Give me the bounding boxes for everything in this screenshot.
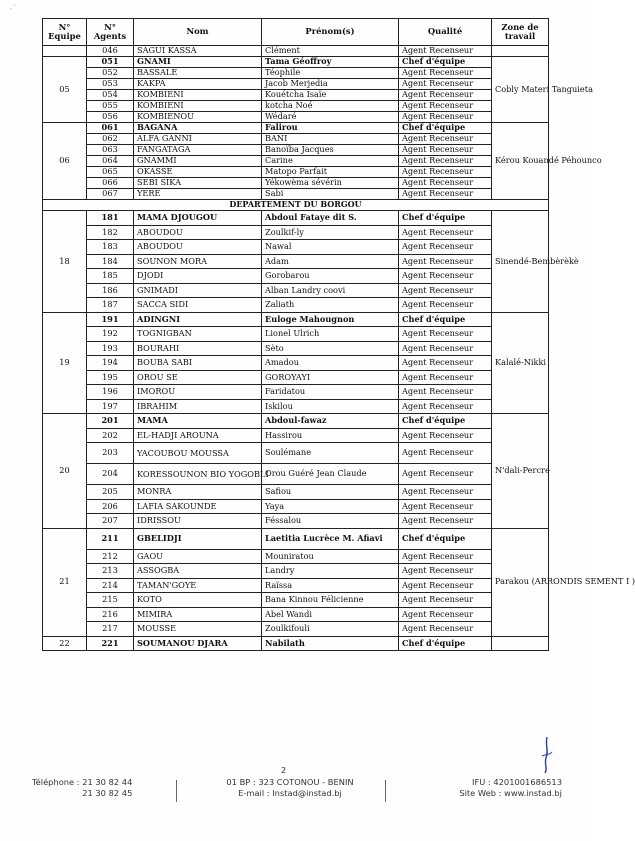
table-row bbox=[43, 327, 549, 342]
agent-prenom: Abel Wandi bbox=[262, 607, 399, 622]
agent-prenom: Euloge Mahougnon bbox=[262, 312, 399, 327]
table-row bbox=[43, 428, 549, 443]
agent-nom: SAGUI KASSA bbox=[134, 46, 262, 57]
agent-qualite: Agent Recenseur bbox=[399, 593, 492, 608]
agent-number: 051 bbox=[87, 57, 134, 68]
agent-qualite: Chef d'équipe bbox=[399, 528, 492, 549]
agent-number: 056 bbox=[87, 112, 134, 123]
agent-qualite: Agent Recenseur bbox=[399, 101, 492, 112]
agent-prenom: Matopo Parfait bbox=[262, 167, 399, 178]
agent-number: 213 bbox=[87, 564, 134, 579]
department-heading: DEPARTEMENT DU BORGOU bbox=[43, 200, 549, 211]
agent-nom: EL-HADJI AROUNA bbox=[134, 428, 262, 443]
agent-qualite: Agent Recenseur bbox=[399, 327, 492, 342]
agent-nom: OKASSE bbox=[134, 167, 262, 178]
agent-qualite: Chef d'équipe bbox=[399, 123, 492, 134]
agent-number: 067 bbox=[87, 189, 134, 200]
agent-number: 183 bbox=[87, 240, 134, 255]
agent-nom: BOUBA SABI bbox=[134, 356, 262, 371]
agent-number: 215 bbox=[87, 593, 134, 608]
agent-prenom: Wédaré bbox=[262, 112, 399, 123]
agent-qualite: Agent Recenseur bbox=[399, 225, 492, 240]
agent-nom: IDRISSOU bbox=[134, 514, 262, 529]
agent-qualite: Agent Recenseur bbox=[399, 189, 492, 200]
agent-prenom: Bana Kinnou Félicienne bbox=[262, 593, 399, 608]
agent-prenom: Kouétcha Isaïe bbox=[262, 90, 399, 101]
equipe-cell bbox=[43, 46, 87, 57]
table-row bbox=[43, 312, 549, 327]
agent-prenom: Raïssa bbox=[262, 578, 399, 593]
agent-nom: MAMA bbox=[134, 414, 262, 429]
agent-nom: LAFIA SAKOUNDE bbox=[134, 499, 262, 514]
agent-prenom: Féssalou bbox=[262, 514, 399, 529]
agent-qualite: Agent Recenseur bbox=[399, 549, 492, 564]
agent-nom: MIMIRA bbox=[134, 607, 262, 622]
agent-prenom: Faridatou bbox=[262, 385, 399, 400]
website-line[interactable]: Site Web : www.instad.bj bbox=[459, 788, 562, 798]
agent-qualite: Agent Recenseur bbox=[399, 134, 492, 145]
table-row bbox=[43, 564, 549, 579]
agent-prenom: Nabilath bbox=[262, 636, 399, 651]
agent-qualite: Agent Recenseur bbox=[399, 341, 492, 356]
agent-prenom: Zoulkifouli bbox=[262, 622, 399, 637]
agent-qualite: Agent Recenseur bbox=[399, 112, 492, 123]
agent-qualite: Agent Recenseur bbox=[399, 622, 492, 637]
header-prenom: Prénom(s) bbox=[262, 19, 399, 46]
zone-cell: Sinendé-Bembèrèkè bbox=[492, 211, 549, 313]
scan-corner-mark: , ’ bbox=[10, 4, 16, 11]
table-row bbox=[43, 370, 549, 385]
header-equipe: N° Equipe bbox=[43, 19, 87, 46]
agent-prenom: Tama Géoffroy bbox=[262, 57, 399, 68]
table-row bbox=[43, 298, 549, 313]
footer-address bbox=[210, 777, 370, 799]
agent-qualite: Agent Recenseur bbox=[399, 167, 492, 178]
agent-number: 206 bbox=[87, 499, 134, 514]
agent-qualite: Chef d'équipe bbox=[399, 414, 492, 429]
agent-prenom: Lionel Ulrich bbox=[262, 327, 399, 342]
agent-prenom: Abdoul Fataye dit S. bbox=[262, 211, 399, 226]
equipe-cell: 22 bbox=[43, 636, 87, 651]
agent-prenom: Orou Guéré Jean Claude bbox=[262, 464, 399, 485]
agent-nom: IBRAHIM bbox=[134, 399, 262, 414]
agent-qualite: Agent Recenseur bbox=[399, 283, 492, 298]
agent-number: 192 bbox=[87, 327, 134, 342]
table-row bbox=[43, 178, 549, 189]
agent-number: 221 bbox=[87, 636, 134, 651]
header-qualite: Qualité bbox=[399, 19, 492, 46]
table-row bbox=[43, 68, 549, 79]
table-row bbox=[43, 79, 549, 90]
table-row bbox=[43, 156, 549, 167]
table-row bbox=[43, 356, 549, 371]
table-row bbox=[43, 385, 549, 400]
agent-nom: GNAMMI bbox=[134, 156, 262, 167]
table-row bbox=[43, 123, 549, 134]
agent-qualite: Agent Recenseur bbox=[399, 564, 492, 579]
agent-nom: SOUMANOU DJARA bbox=[134, 636, 262, 651]
table-row bbox=[43, 514, 549, 529]
equipe-cell: 19 bbox=[43, 312, 87, 414]
zone-cell: Parakou (ARRONDIS SEMENT I ) bbox=[492, 528, 549, 636]
agent-prenom: Banoïba Jacques bbox=[262, 145, 399, 156]
agent-qualite: Agent Recenseur bbox=[399, 485, 492, 500]
agent-number: 203 bbox=[87, 443, 134, 464]
agent-prenom: Clément bbox=[262, 46, 399, 57]
agent-nom: OROU SE bbox=[134, 370, 262, 385]
email-line[interactable]: E-mail : Instad@instad.bj bbox=[238, 788, 342, 798]
agent-prenom: Landry bbox=[262, 564, 399, 579]
agent-nom: ADINGNI bbox=[134, 312, 262, 327]
agent-number: 055 bbox=[87, 101, 134, 112]
agent-prenom: Falirou bbox=[262, 123, 399, 134]
agent-prenom: Mouniratou bbox=[262, 549, 399, 564]
agent-prenom: Zaliath bbox=[262, 298, 399, 313]
agent-number: 181 bbox=[87, 211, 134, 226]
agent-nom: GAOU bbox=[134, 549, 262, 564]
table-row bbox=[43, 464, 549, 485]
footer-divider bbox=[176, 780, 177, 802]
agent-qualite: Agent Recenseur bbox=[399, 240, 492, 255]
agent-prenom: Zoulkif-ly bbox=[262, 225, 399, 240]
table-row bbox=[43, 167, 549, 178]
agent-nom: ASSOGBA bbox=[134, 564, 262, 579]
agent-number: 197 bbox=[87, 399, 134, 414]
agent-number: 194 bbox=[87, 356, 134, 371]
agent-nom: KORESSOUNON BIO YOGOBLI bbox=[134, 464, 262, 485]
equipe-cell: 18 bbox=[43, 211, 87, 313]
agent-qualite: Agent Recenseur bbox=[399, 578, 492, 593]
agent-nom: MONRA bbox=[134, 485, 262, 500]
agent-number: 204 bbox=[87, 464, 134, 485]
agent-number: 211 bbox=[87, 528, 134, 549]
department-row bbox=[43, 200, 549, 211]
agent-qualite: Agent Recenseur bbox=[399, 46, 492, 57]
phone-line-2: 21 30 82 45 bbox=[82, 788, 133, 798]
agent-number: 064 bbox=[87, 156, 134, 167]
agent-prenom: Carine bbox=[262, 156, 399, 167]
agents-table bbox=[42, 18, 635, 651]
table-row bbox=[43, 254, 549, 269]
table-row bbox=[43, 134, 549, 145]
agent-qualite: Agent Recenseur bbox=[399, 399, 492, 414]
agent-prenom: Soulémane bbox=[262, 443, 399, 464]
page-footer bbox=[0, 760, 586, 810]
agent-prenom: BANI bbox=[262, 134, 399, 145]
agent-qualite: Chef d'équipe bbox=[399, 57, 492, 68]
agent-number: 207 bbox=[87, 514, 134, 529]
agent-number: 195 bbox=[87, 370, 134, 385]
agent-qualite: Agent Recenseur bbox=[399, 79, 492, 90]
agent-prenom: Hassirou bbox=[262, 428, 399, 443]
table-row bbox=[43, 189, 549, 200]
table-row bbox=[43, 145, 549, 156]
agent-number: 054 bbox=[87, 90, 134, 101]
agent-number: 185 bbox=[87, 269, 134, 284]
agent-qualite: Agent Recenseur bbox=[399, 443, 492, 464]
zone-cell: Cobly Materi Tanguieta bbox=[492, 57, 549, 123]
equipe-cell: 20 bbox=[43, 414, 87, 529]
zone-cell bbox=[492, 636, 549, 651]
agent-number: 187 bbox=[87, 298, 134, 313]
agent-number: 053 bbox=[87, 79, 134, 90]
agent-qualite: Agent Recenseur bbox=[399, 607, 492, 622]
agent-prenom: Abdoul-fawaz bbox=[262, 414, 399, 429]
agent-prenom: Alban Landry coovi bbox=[262, 283, 399, 298]
zone-cell bbox=[492, 46, 549, 57]
agent-nom: GNIMADI bbox=[134, 283, 262, 298]
table-row bbox=[43, 90, 549, 101]
table-row bbox=[43, 622, 549, 637]
agent-qualite: Chef d'équipe bbox=[399, 636, 492, 651]
agent-qualite: Agent Recenseur bbox=[399, 156, 492, 167]
agent-number: 191 bbox=[87, 312, 134, 327]
equipe-cell: 06 bbox=[43, 123, 87, 200]
table-row bbox=[43, 593, 549, 608]
table-row bbox=[43, 101, 549, 112]
agent-number: 196 bbox=[87, 385, 134, 400]
agent-number: 212 bbox=[87, 549, 134, 564]
agent-qualite: Agent Recenseur bbox=[399, 356, 492, 371]
agent-number: 186 bbox=[87, 283, 134, 298]
agent-number: 184 bbox=[87, 254, 134, 269]
agent-qualite: Agent Recenseur bbox=[399, 385, 492, 400]
agent-nom: SACCA SIDI bbox=[134, 298, 262, 313]
agent-nom: TOGNIGBAN bbox=[134, 327, 262, 342]
agent-nom: ABOUDOU bbox=[134, 240, 262, 255]
agent-prenom: Sabi bbox=[262, 189, 399, 200]
table-row bbox=[43, 607, 549, 622]
agent-nom: KOMBIENOU bbox=[134, 112, 262, 123]
zone-cell: N'dali-Percre bbox=[492, 414, 549, 529]
address-line: 01 BP : 323 COTONOU - BENIN bbox=[226, 777, 354, 787]
table-row bbox=[43, 578, 549, 593]
zone-cell: Kérou Kouandé Péhounco bbox=[492, 123, 549, 200]
phone-line-1: Téléphone : 21 30 82 44 bbox=[32, 777, 133, 787]
agent-prenom: Jacob Merjedia bbox=[262, 79, 399, 90]
agent-prenom: Amadou bbox=[262, 356, 399, 371]
equipe-cell: 21 bbox=[43, 528, 87, 636]
agent-prenom: GOROYAYI bbox=[262, 370, 399, 385]
agent-nom: BASSALE bbox=[134, 68, 262, 79]
agent-number: 217 bbox=[87, 622, 134, 637]
agent-prenom: Safiou bbox=[262, 485, 399, 500]
agent-nom: YACOUBOU MOUSSA bbox=[134, 443, 262, 464]
table-row bbox=[43, 283, 549, 298]
agent-nom: SOUNON MORA bbox=[134, 254, 262, 269]
table-row bbox=[43, 112, 549, 123]
agent-prenom: Laetitia Lucrèce M. Afiavi bbox=[262, 528, 399, 549]
agent-number: 193 bbox=[87, 341, 134, 356]
agent-nom: YERE bbox=[134, 189, 262, 200]
agent-nom: GNAMI bbox=[134, 57, 262, 68]
agent-number: 065 bbox=[87, 167, 134, 178]
agent-number: 205 bbox=[87, 485, 134, 500]
agent-nom: GBELIDJI bbox=[134, 528, 262, 549]
zone-cell: Kalalé-Nikki bbox=[492, 312, 549, 414]
agent-qualite: Agent Recenseur bbox=[399, 499, 492, 514]
agent-nom: BOURAHI bbox=[134, 341, 262, 356]
table-row bbox=[43, 211, 549, 226]
agent-number: 182 bbox=[87, 225, 134, 240]
agent-prenom: Nawal bbox=[262, 240, 399, 255]
agent-number: 201 bbox=[87, 414, 134, 429]
table-row bbox=[43, 443, 549, 464]
agent-prenom: Yékowèma sévérin bbox=[262, 178, 399, 189]
agent-qualite: Agent Recenseur bbox=[399, 90, 492, 101]
agent-number: 061 bbox=[87, 123, 134, 134]
agent-nom: IMOROU bbox=[134, 385, 262, 400]
page-number: 2 bbox=[281, 766, 287, 775]
agent-prenom: Iskilou bbox=[262, 399, 399, 414]
agent-nom: BAGANA bbox=[134, 123, 262, 134]
table-row bbox=[43, 225, 549, 240]
agent-qualite: Chef d'équipe bbox=[399, 211, 492, 226]
agent-qualite: Agent Recenseur bbox=[399, 370, 492, 385]
agent-qualite: Agent Recenseur bbox=[399, 178, 492, 189]
table-row bbox=[43, 240, 549, 255]
agent-prenom: Sèto bbox=[262, 341, 399, 356]
agent-nom: DJODI bbox=[134, 269, 262, 284]
agent-number: 063 bbox=[87, 145, 134, 156]
agent-prenom: Gorobarou bbox=[262, 269, 399, 284]
table-row bbox=[43, 57, 549, 68]
table-row bbox=[43, 341, 549, 356]
agent-qualite: Agent Recenseur bbox=[399, 428, 492, 443]
agent-number: 046 bbox=[87, 46, 134, 57]
footer-divider bbox=[385, 780, 386, 802]
agent-nom: KAKPA bbox=[134, 79, 262, 90]
table-row bbox=[43, 528, 549, 549]
agent-number: 066 bbox=[87, 178, 134, 189]
ifu-line: IFU : 4201001686513 bbox=[472, 777, 562, 787]
table-row bbox=[43, 499, 549, 514]
header-agents: N° Agents bbox=[87, 19, 134, 46]
footer-ids bbox=[402, 777, 562, 799]
agent-qualite: Agent Recenseur bbox=[399, 514, 492, 529]
agent-qualite: Agent Recenseur bbox=[399, 68, 492, 79]
table-header-row bbox=[43, 19, 549, 46]
equipe-cell: 05 bbox=[43, 57, 87, 123]
agent-number: 062 bbox=[87, 134, 134, 145]
agent-number: 214 bbox=[87, 578, 134, 593]
agent-nom: KOMBIENI bbox=[134, 90, 262, 101]
agent-nom: KOTO bbox=[134, 593, 262, 608]
table-row bbox=[43, 414, 549, 429]
agent-nom: ALFA GANNI bbox=[134, 134, 262, 145]
agent-qualite: Agent Recenseur bbox=[399, 254, 492, 269]
table-row bbox=[43, 485, 549, 500]
agent-qualite: Agent Recenseur bbox=[399, 464, 492, 485]
table-row bbox=[43, 46, 549, 57]
agent-nom: TAMAN'GOYE bbox=[134, 578, 262, 593]
agent-number: 216 bbox=[87, 607, 134, 622]
agent-number: 052 bbox=[87, 68, 134, 79]
agent-qualite: Agent Recenseur bbox=[399, 269, 492, 284]
agent-nom: MOUSSE bbox=[134, 622, 262, 637]
table-row bbox=[43, 549, 549, 564]
agent-nom: KOMBIENI bbox=[134, 101, 262, 112]
agent-qualite: Agent Recenseur bbox=[399, 145, 492, 156]
agent-nom: SEBI SIKA bbox=[134, 178, 262, 189]
agent-nom: MAMA DJOUGOU bbox=[134, 211, 262, 226]
agent-nom: FANGATAGA bbox=[134, 145, 262, 156]
agent-qualite: Chef d'équipe bbox=[399, 312, 492, 327]
agent-prenom: Adam bbox=[262, 254, 399, 269]
agent-prenom: Téophile bbox=[262, 68, 399, 79]
agent-nom: ABOUDOU bbox=[134, 225, 262, 240]
agent-number: 202 bbox=[87, 428, 134, 443]
agent-prenom: Yaya bbox=[262, 499, 399, 514]
header-zone: Zone de travail bbox=[492, 19, 549, 46]
header-nom: Nom bbox=[134, 19, 262, 46]
footer-phone bbox=[32, 777, 132, 799]
table-row bbox=[43, 269, 549, 284]
agent-prenom: kotcha Noé bbox=[262, 101, 399, 112]
table-row bbox=[43, 636, 549, 651]
table-row bbox=[43, 399, 549, 414]
agent-qualite: Agent Recenseur bbox=[399, 298, 492, 313]
